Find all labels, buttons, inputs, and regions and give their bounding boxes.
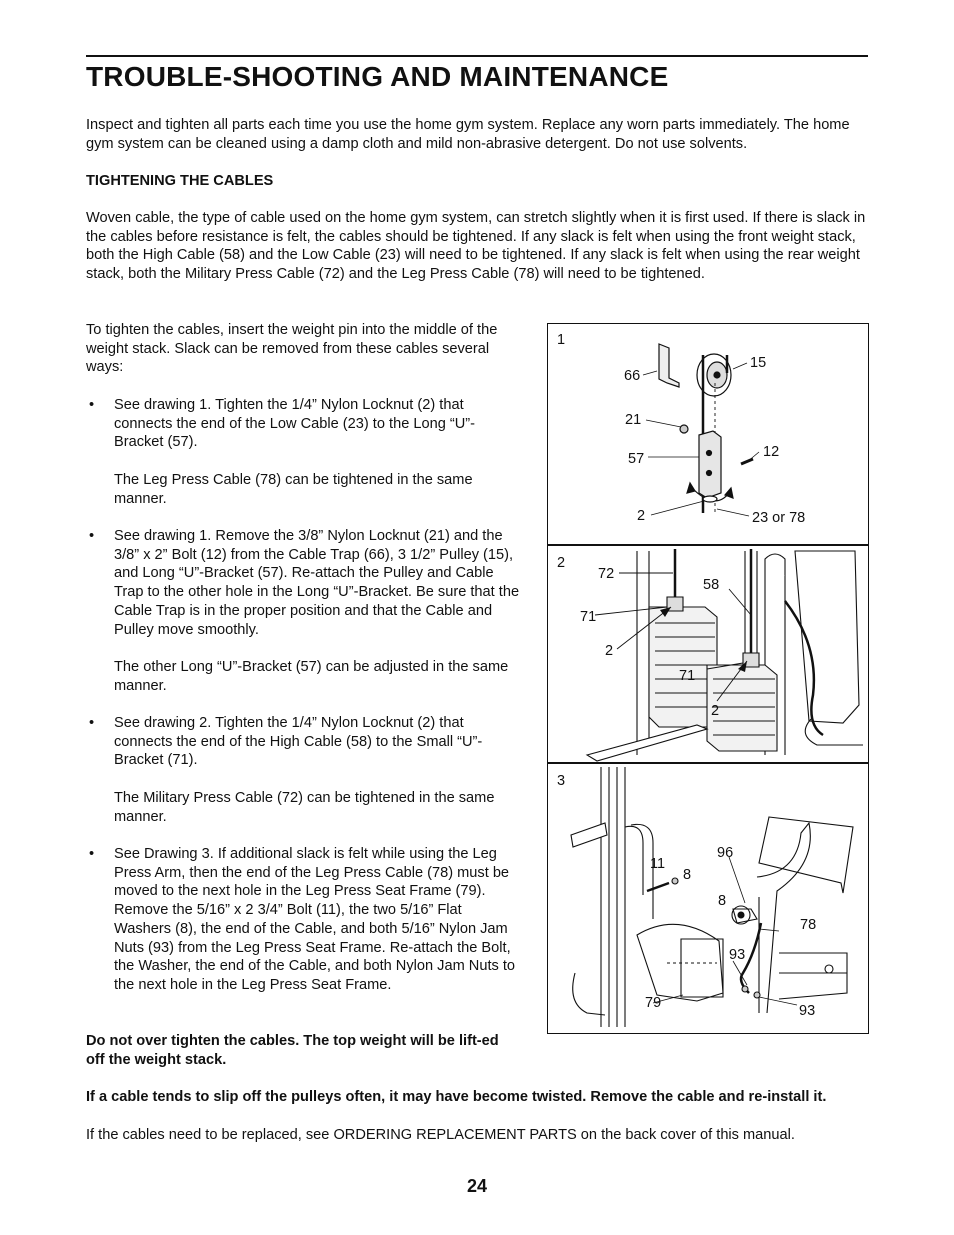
- callout-8-b: 8: [718, 893, 727, 909]
- bullet-note: The Military Press Cable (72) can be tightened in the same manner.: [114, 790, 495, 825]
- drawing-1: [547, 323, 869, 544]
- drawing-number: 3: [557, 773, 566, 789]
- cable-trap-shape: [659, 344, 679, 387]
- callout-71-rear: 71: [580, 609, 597, 625]
- callout-78: 78: [800, 917, 817, 933]
- column-top-shape: [765, 554, 785, 585]
- cables-paragraph: Woven cable, the type of cable used on the home gym system, can stretch slightly when it is first used. If there is slack in the cables before resistance is felt, the cables should be tightened. If any slack is felt when using the front weight stack, both the High Cable (58) and the Low Cable (23) will need to be tightened. If any slack is felt when using the rear weight stack, both the Military Press Cable (72) and the Leg Press Cable (78) will need to be tightened.: [86, 210, 866, 283]
- bullet-glyph: •: [89, 528, 95, 544]
- lead-paragraph: To tighten the cables, insert the weight pin into the middle of the weight stack. Slack can be removed from these cables several ways:: [86, 322, 498, 376]
- callout-72: 72: [598, 566, 615, 582]
- callout-15: 15: [750, 355, 767, 371]
- callout-71-front: 71: [679, 668, 696, 684]
- bullet-text: See Drawing 3. If additional slack is felt while using the Leg Press Arm, then the end of the Leg Press Cable (78) must be moved to the next hole in the Leg Press Seat Frame (79). Remove the 5/16” x 2 3/4” Bolt (11), the two 5/16” Flat Washers (8), the end of the Cable, and both 5/16” Nylon Jam Nuts (93) from the Leg Press Seat Frame. Re-attach the Bolt, the Washer, the end of the Cable, and both Nylon Jam Nuts to the next hole in the Leg Press Seat Frame.: [114, 846, 516, 993]
- warning-paragraph: Do not over tighten the cables. The top weight will be lift-ed off the weight stack.: [86, 1033, 499, 1068]
- u-bracket-shape: [699, 431, 721, 498]
- callout-8-a: 8: [683, 867, 692, 883]
- callout-57: 57: [628, 451, 645, 467]
- bullet-glyph: •: [89, 397, 95, 413]
- back-pad-shape: [759, 817, 853, 893]
- drawing-2: [547, 545, 869, 762]
- bullet-glyph: •: [89, 846, 95, 862]
- callout-93-a: 93: [729, 947, 746, 963]
- section-heading: TIGHTENING THE CABLES: [86, 173, 274, 189]
- bullet-text: See drawing 1. Tighten the 1/4” Nylon Locknut (2) that connects the end of the Low Cable (23) to the Long “U”-Bracket (57).: [114, 397, 476, 451]
- callout-58: 58: [703, 577, 720, 593]
- header-rule: [86, 55, 868, 57]
- callout-93-b: 93: [799, 1003, 816, 1019]
- bullet-text: See drawing 2. Tighten the 1/4” Nylon Locknut (2) that connects the end of the High Cable (58) to the Small “U”-Bracket (71).: [114, 715, 483, 769]
- callout-11: 11: [650, 856, 666, 872]
- callout-2: 2: [637, 508, 646, 524]
- drawing-number: 2: [557, 555, 566, 571]
- callout-21: 21: [625, 412, 642, 428]
- bullet-text: See drawing 1. Remove the 3/8” Nylon Locknut (21) and the 3/8” x 2” Bolt (12) from the Cable Trap (66), 3 1/2” Pulley (15), and Long “U”-Bracket (57). Re-attach the Pulley and Cable Trap to the other hole in the Long “U”-Bracket. Be sure that the Cable Trap is in the proper position and that the Cable and Pulley move smoothly.: [114, 528, 520, 638]
- frame-curve: [625, 826, 643, 895]
- drawing-3: [547, 763, 869, 1034]
- callout-2-rear: 2: [605, 643, 614, 659]
- twisted-cable-note: If a cable tends to slip off the pulleys often, it may have become twisted. Remove the cable and re-install it.: [86, 1089, 827, 1105]
- callout-2-front: 2: [711, 703, 720, 719]
- frame-bar: [571, 823, 607, 847]
- bullet-glyph: •: [89, 715, 95, 731]
- drawing-number: 1: [557, 332, 566, 348]
- bolt-shape: [647, 883, 669, 891]
- bullet-note: The other Long “U”-Bracket (57) can be adjusted in the same manner.: [114, 659, 509, 694]
- callout-96: 96: [717, 845, 734, 861]
- page-title: TROUBLE-SHOOTING AND MAINTENANCE: [86, 61, 669, 92]
- callout-23-or-78: 23 or 78: [752, 510, 806, 526]
- callout-79: 79: [645, 995, 662, 1011]
- intro-paragraph: Inspect and tighten all parts each time you use the home gym system. Replace any worn parts immediately. The home gym system can be cleaned using a damp cloth and mild non-abrasive detergent. Do not use solvents.: [86, 117, 850, 152]
- callout-66: 66: [624, 368, 641, 384]
- bullet-note: The Leg Press Cable (78) can be tightened in the same manner.: [114, 472, 473, 507]
- page-number: 24: [466, 1176, 488, 1196]
- replacement-note: If the cables need to be replaced, see ORDERING REPLACEMENT PARTS on the back cover of this manual.: [86, 1127, 795, 1143]
- callout-12: 12: [763, 444, 780, 460]
